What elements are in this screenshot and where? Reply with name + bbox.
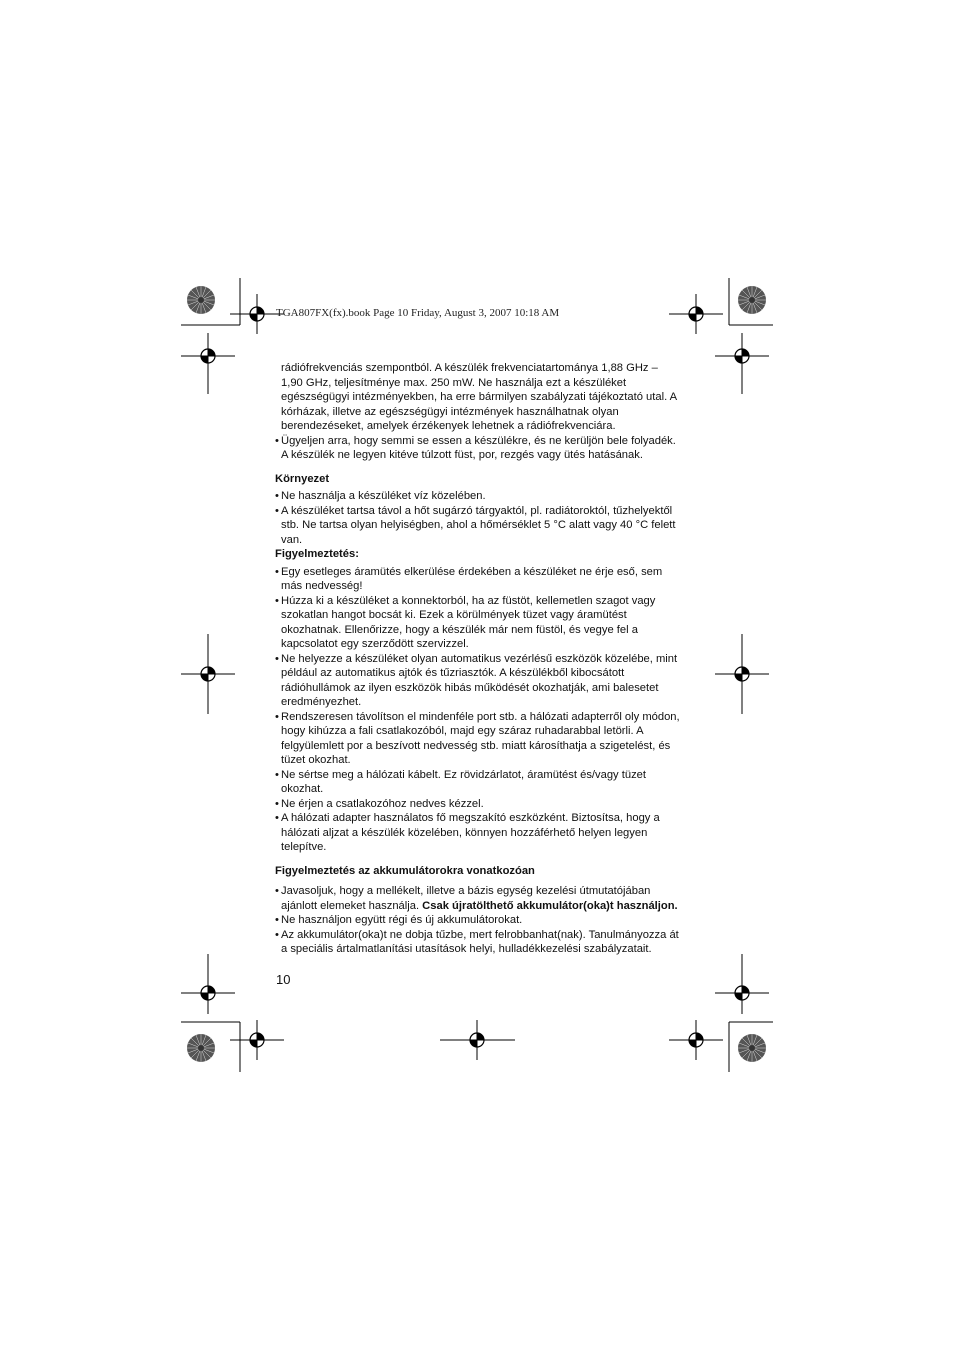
list-item — [275, 884, 680, 913]
section-heading-battery-warning: Figyelmeztetés az akkumulátorokra vonatkozóan — [275, 864, 535, 877]
list-item: • A hálózati adapter használatos fő megszakító eszközként. Biztosítsa, hogy a hálózati aljzat a készülék közelében, könnyen hozzáférhető helyen legyen telepítve. — [275, 811, 680, 855]
page-content — [275, 361, 680, 957]
list-item-emphasis: Csak újratölthető akkumulátor(oka)t használjon. — [422, 899, 678, 912]
list-item: • Egy esetleges áramütés elkerülése érdekében a készüléket ne érje eső, sem más nedvesség! — [275, 565, 680, 594]
list-item: • Húzza ki a készüléket a konnektorból, ha az füstöt, kellemetlen szagot vagy szokatlan hangot bocsát ki. Ezek a körülmények tüzet vagy áramütést okozhatnak. Ellenőrizze, hogy a készülék már nem füstöl, és vegye fel a kapcsolatot egy szerződött szervizzel. — [275, 594, 680, 652]
list-item: • Rendszeresen távolítson el mindenféle port stb. a hálózati adapterről oly módon, hogy kihúzza a fali csatlakozóból, majd egy száraz ruhadarabbal letörli. A felgyülemlett por a beszívott nedvesség stb. miatt károsíthatja a szigetelést, és tüzet okozhat. — [275, 710, 680, 768]
list-item: • Ne sértse meg a hálózati kábelt. Ez rövidzárlatot, áramütést és/vagy tüzet okozhat. — [275, 768, 680, 797]
list-item: • Ne helyezze a készüléket olyan automatikus vezérlésű eszközök közelébe, mint például az automatikus ajtók és tűzriasztók. A készülékből kibocsátott rádióhullámok az ilyen eszközök hibás működését okozhatják, ami balesetet eredményezhet. — [275, 652, 680, 710]
page-number: 10 — [276, 972, 291, 987]
list-item: • Ne használja a készüléket víz közelében. — [275, 489, 680, 504]
list-item-text: Javasoljuk, hogy a mellékelt, illetve a bázis egység kezelési útmutatójában ajánlott elemeket használja. — [281, 885, 651, 912]
section-heading-environment: Környezet — [275, 472, 330, 485]
section-heading-warning: Figyelmeztetés: — [275, 548, 359, 560]
book-file-info: TGA807FX(fx).book Page 10 Friday, August 3, 2007 10:18 AM — [276, 307, 560, 319]
continued-paragraph: rádiófrekvenciás szempontból. A készülék frekvenciatartománya 1,88 GHz – 1,90 GHz, teljesítménye max. 250 mW. Ne használja ezt a készüléket egészségügyi intézményekben, ha erre bármilyen szabályzati tájékoztató utal. A kórházak, illetve az egészségügyi intézmények használhatnak olyan berendezéseket, amelyek érzékenyek lehetnek a rádiófrekvenciára. — [281, 362, 677, 432]
list-item: • Ne használjon együtt régi és új akkumulátorokat. — [275, 913, 680, 928]
list-item: • A készüléket tartsa távol a hőt sugárzó tárgyaktól, pl. radiátoroktól, tűzhelyektől stb. Ne tartsa olyan helyiségben, ahol a hőmérséklet 5 °C alatt vagy 40 °C felett van. — [275, 504, 680, 548]
list-item: • Az akkumulátor(oka)t ne dobja tűzbe, mert felrobbanhat(nak). Tanulmányozza át a speciális ártalmatlanítási utasítások helyi, hulladékkezelési szabályzatait. — [275, 928, 680, 957]
list-item: • Ügyeljen arra, hogy semmi se essen a készülékre, és ne kerüljön bele folyadék. A készülék ne legyen kitéve túlzott füst, por, rezgés vagy ütés hatásának. — [275, 434, 680, 463]
list-item: • Ne érjen a csatlakozóhoz nedves kézzel. — [275, 797, 680, 812]
